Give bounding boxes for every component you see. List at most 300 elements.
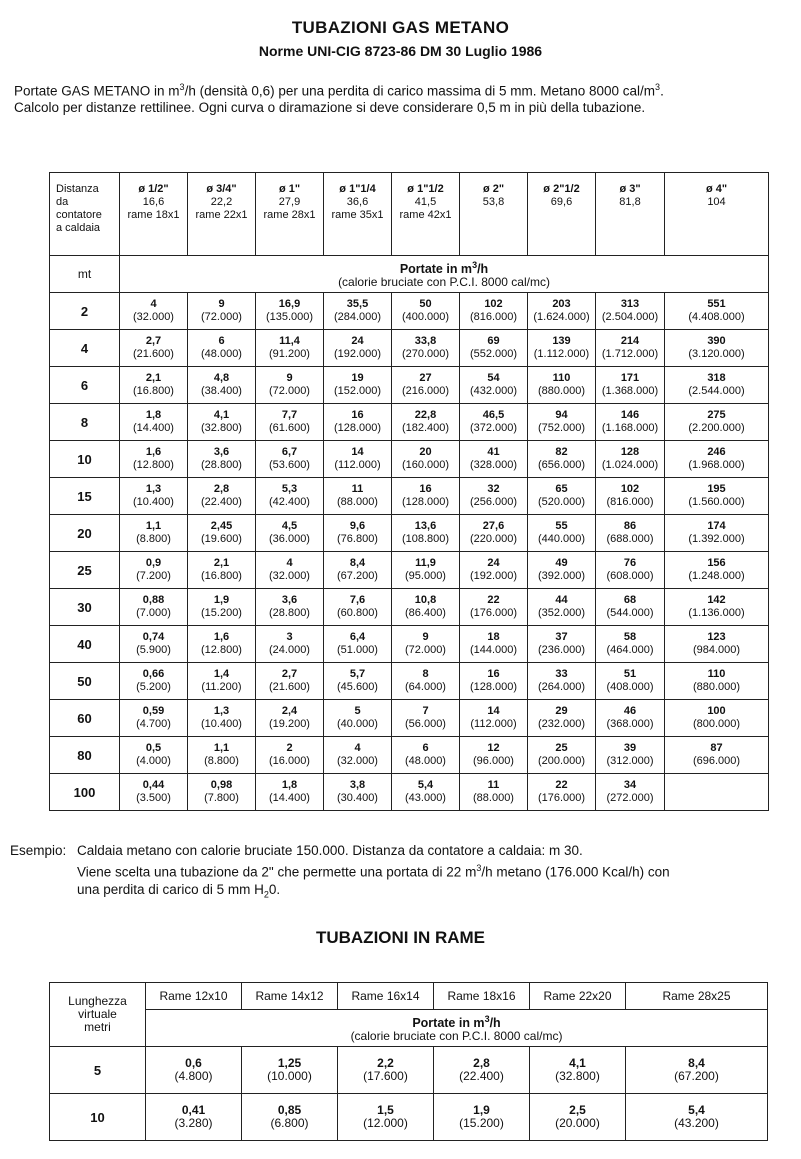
pipe-copper-equivalent: rame 35x1 xyxy=(331,209,384,221)
flow-band-text: /h xyxy=(477,262,489,277)
flow-value: 24 xyxy=(487,557,500,569)
flow-value: 2,8 xyxy=(213,483,230,495)
calorie-value: (4.408.000) xyxy=(688,311,745,323)
flow-value: 171 xyxy=(620,372,640,384)
flow-cell xyxy=(460,515,528,552)
calorie-value: (192.000) xyxy=(333,348,382,360)
calorie-value: (688.000) xyxy=(606,533,654,545)
flow-cell xyxy=(665,478,769,515)
flow-band-text: Portate in m xyxy=(412,1016,485,1031)
example-text: 0. xyxy=(268,882,281,897)
calorie-value: (38.400) xyxy=(201,385,242,397)
flow-cell xyxy=(256,367,324,404)
gas-flow-table xyxy=(49,172,769,811)
flow-value: 0,41 xyxy=(181,1103,206,1117)
example-text: una perdita di carico di 5 mm H xyxy=(77,882,264,897)
flow-cell xyxy=(460,330,528,367)
distance-header xyxy=(50,173,120,256)
length-cell: 10 xyxy=(50,1094,146,1141)
flow-value: 0,44 xyxy=(142,779,165,791)
length-cell: 5 xyxy=(50,1047,146,1094)
flow-cell xyxy=(188,552,256,589)
flow-band-text: /h xyxy=(489,1016,501,1031)
flow-value: 0,98 xyxy=(210,779,233,791)
calorie-value: (352.000) xyxy=(537,607,586,619)
flow-value: 2,4 xyxy=(281,705,298,717)
flow-cell xyxy=(188,478,256,515)
flow-band-sup: 3 xyxy=(472,259,478,270)
flow-cell xyxy=(665,367,769,404)
flow-cell xyxy=(120,552,188,589)
distance-header-line: da xyxy=(56,196,69,208)
calorie-value: (10.000) xyxy=(267,1069,312,1083)
flow-value: 58 xyxy=(623,631,637,643)
flow-cell xyxy=(256,626,324,663)
flow-cell xyxy=(120,737,188,774)
table-row xyxy=(50,515,769,552)
flow-value: 11,9 xyxy=(415,557,436,569)
calorie-value: (72.000) xyxy=(201,311,242,323)
calorie-value: (4.800) xyxy=(174,1069,213,1083)
distance-cell: 80 xyxy=(50,737,120,774)
flow-value: 2,45 xyxy=(210,520,233,532)
pipe-size-header xyxy=(528,173,596,256)
calorie-value: (264.000) xyxy=(537,681,586,693)
flow-value: 0,88 xyxy=(142,594,165,606)
gas-band-row xyxy=(50,256,769,293)
flow-value: 246 xyxy=(707,446,726,458)
flow-value: 33,8 xyxy=(414,335,437,347)
flow-cell xyxy=(596,515,665,552)
calorie-value: (8.800) xyxy=(136,533,171,545)
flow-value: 195 xyxy=(707,483,726,495)
flow-cell xyxy=(392,552,460,589)
flow-value: 390 xyxy=(707,335,726,347)
flow-value: 29 xyxy=(555,705,568,717)
pipe-size: ø 1"1/4 xyxy=(339,183,376,195)
calorie-value: (608.000) xyxy=(606,570,654,582)
copper-size-header: Rame 12x10 xyxy=(146,983,242,1010)
flow-cell xyxy=(392,515,460,552)
flow-cell xyxy=(256,552,324,589)
flow-value: 142 xyxy=(707,594,726,606)
pipe-size: ø 1/2" xyxy=(138,183,169,195)
example-line-1: Caldaia metano con calorie bruciate 150.000. Distanza da contatore a caldaia: m 30. xyxy=(77,843,583,858)
copper-size-header: Rame 16x14 xyxy=(338,983,434,1010)
flow-value: 1,25 xyxy=(277,1056,302,1070)
flow-cell xyxy=(528,515,596,552)
flow-value: 3 xyxy=(286,631,293,643)
calorie-value: (76.800) xyxy=(337,533,378,545)
distance-cell: 25 xyxy=(50,552,120,589)
calorie-value: (3.500) xyxy=(136,792,171,804)
example-line-2 xyxy=(77,863,670,880)
calorie-value: (91.200) xyxy=(269,348,310,360)
flow-cell xyxy=(256,441,324,478)
flow-value: 22 xyxy=(555,779,568,791)
example-text: /h metano (176.000 Kcal/h) con xyxy=(481,864,670,880)
flow-cell xyxy=(596,552,665,589)
calorie-value: (60.800) xyxy=(337,607,378,619)
calorie-value: (61.600) xyxy=(269,422,310,434)
flow-cell xyxy=(242,1094,338,1141)
flow-value: 4 xyxy=(286,557,293,569)
calorie-value: (440.000) xyxy=(537,533,586,545)
flow-value: 1,5 xyxy=(377,1103,394,1117)
calorie-value: (270.000) xyxy=(401,348,450,360)
flow-value: 37 xyxy=(555,631,568,643)
flow-value: 5,7 xyxy=(349,668,366,680)
calorie-value: (48.000) xyxy=(201,348,242,360)
flow-cell xyxy=(120,404,188,441)
flow-value: 318 xyxy=(707,372,726,384)
calorie-value: (8.800) xyxy=(204,755,239,767)
calorie-value: (96.000) xyxy=(473,755,514,767)
calorie-value: (32.800) xyxy=(201,422,242,434)
calorie-value: (1.248.000) xyxy=(688,570,745,582)
flow-value: 139 xyxy=(552,335,571,347)
flow-value: 1,4 xyxy=(213,668,230,680)
flow-cell xyxy=(460,293,528,330)
calorie-value: (696.000) xyxy=(692,755,741,767)
flow-cell xyxy=(392,293,460,330)
calorie-value: (1.136.000) xyxy=(688,607,745,619)
calorie-value: (72.000) xyxy=(405,644,446,656)
flow-cell xyxy=(528,293,596,330)
flow-cell xyxy=(392,737,460,774)
flow-value: 9 xyxy=(286,372,293,384)
flow-value: 16,9 xyxy=(278,298,301,310)
length-header xyxy=(50,983,146,1047)
flow-value: 123 xyxy=(707,631,726,643)
calorie-value: (112.000) xyxy=(470,718,517,730)
flow-value: 14 xyxy=(351,446,364,458)
page-subtitle: Norme UNI-CIG 8723-86 DM 30 Luglio 1986 xyxy=(258,43,543,59)
flow-cell xyxy=(188,700,256,737)
distance-header-line: contatore xyxy=(56,209,102,221)
flow-cell xyxy=(120,700,188,737)
flow-band-header xyxy=(120,256,769,293)
pipe-size: ø 4" xyxy=(705,183,728,195)
pipe-size: ø 3/4" xyxy=(206,183,237,195)
flow-cell xyxy=(120,774,188,811)
flow-value: 11 xyxy=(487,779,500,791)
distance-cell: 60 xyxy=(50,700,120,737)
flow-value: 34 xyxy=(623,779,637,791)
flow-value: 8 xyxy=(422,668,429,680)
calorie-value: (3.120.000) xyxy=(688,348,745,360)
pipe-size-header xyxy=(256,173,324,256)
flow-value: 51 xyxy=(623,668,637,680)
flow-cell xyxy=(256,404,324,441)
calorie-value: (1.024.000) xyxy=(601,459,659,471)
calorie-value: (372.000) xyxy=(469,422,518,434)
flow-value: 16 xyxy=(351,409,364,421)
pipe-copper-equivalent: rame 28x1 xyxy=(263,209,316,221)
calorie-value: (32.000) xyxy=(133,311,174,323)
table-row xyxy=(50,1094,768,1141)
flow-value: 1,8 xyxy=(281,779,298,791)
example-line-3 xyxy=(77,882,280,900)
flow-cell xyxy=(120,478,188,515)
flow-value: 100 xyxy=(707,705,726,717)
flow-cell xyxy=(596,441,665,478)
calorie-value: (5.200) xyxy=(136,681,171,693)
flow-cell xyxy=(120,330,188,367)
flow-value: 2,2 xyxy=(377,1056,394,1070)
flow-cell xyxy=(665,737,769,774)
flow-cell xyxy=(460,552,528,589)
flow-cell xyxy=(460,404,528,441)
flow-cell xyxy=(665,441,769,478)
flow-cell xyxy=(324,774,392,811)
flow-cell xyxy=(596,737,665,774)
flow-value: 5,3 xyxy=(281,483,298,495)
calorie-value: (32.000) xyxy=(269,570,310,582)
calorie-value: (36.000) xyxy=(269,533,310,545)
calorie-value: (48.000) xyxy=(405,755,446,767)
flow-cell xyxy=(392,700,460,737)
distance-cell: 50 xyxy=(50,663,120,700)
calorie-value: (1.112.000) xyxy=(533,348,590,360)
flow-value: 19 xyxy=(351,372,364,384)
flow-value: 203 xyxy=(552,298,571,310)
calorie-value: (19.200) xyxy=(269,718,310,730)
flow-value: 46,5 xyxy=(482,409,505,421)
flow-value: 22 xyxy=(487,594,500,606)
flow-value: 46 xyxy=(623,705,637,717)
flow-value: 5,4 xyxy=(417,779,434,791)
copper-section-title: TUBAZIONI IN RAME xyxy=(315,928,486,947)
flow-value: 20 xyxy=(419,446,432,458)
flow-cell xyxy=(392,441,460,478)
calorie-value: (112.000) xyxy=(334,459,381,471)
flow-cell xyxy=(460,737,528,774)
copper-band-row xyxy=(50,1010,768,1047)
flow-cell xyxy=(392,774,460,811)
table-row xyxy=(50,293,769,330)
table-row xyxy=(50,330,769,367)
flow-cell xyxy=(460,774,528,811)
calorie-value: (40.000) xyxy=(337,718,378,730)
pipe-size: ø 2" xyxy=(482,183,505,195)
flow-cell xyxy=(188,737,256,774)
flow-cell xyxy=(528,774,596,811)
calorie-value: (11.200) xyxy=(201,681,242,693)
flow-value: 39 xyxy=(623,742,637,754)
calorie-value: (272.000) xyxy=(606,792,654,804)
flow-value: 27,6 xyxy=(482,520,505,532)
flow-cell xyxy=(324,330,392,367)
pipe-size-header xyxy=(665,173,769,256)
calorie-value: (15.200) xyxy=(459,1116,504,1130)
flow-cell xyxy=(530,1094,626,1141)
calorie-value: (56.000) xyxy=(405,718,446,730)
flow-value: 6,7 xyxy=(281,446,298,458)
intro-line-1 xyxy=(14,82,664,99)
table-row xyxy=(50,663,769,700)
flow-value: 174 xyxy=(707,520,726,532)
calorie-value: (32.000) xyxy=(337,755,378,767)
flow-cell xyxy=(188,589,256,626)
flow-cell xyxy=(528,441,596,478)
calorie-value: (152.000) xyxy=(333,385,382,397)
calorie-value: (128.000) xyxy=(469,681,518,693)
calorie-value: (1.392.000) xyxy=(688,533,745,545)
calorie-value: (72.000) xyxy=(269,385,310,397)
flow-cell xyxy=(665,404,769,441)
calorie-value: (432.000) xyxy=(469,385,518,397)
flow-cell xyxy=(324,478,392,515)
pipe-size: ø 1"1/2 xyxy=(407,183,444,195)
calorie-value: (144.000) xyxy=(469,644,518,656)
table-row xyxy=(50,367,769,404)
flow-cell xyxy=(256,700,324,737)
calorie-value: (108.800) xyxy=(401,533,450,545)
flow-value: 35,5 xyxy=(346,298,369,310)
flow-value: 6,4 xyxy=(349,631,366,643)
copper-size-header: Rame 22x20 xyxy=(530,983,626,1010)
calorie-value: (51.000) xyxy=(337,644,378,656)
flow-value: 13,6 xyxy=(414,520,437,532)
flow-cell xyxy=(120,367,188,404)
flow-cell xyxy=(146,1094,242,1141)
flow-value: 2,7 xyxy=(281,668,298,680)
flow-value: 1,3 xyxy=(213,705,230,717)
unit-label: mt xyxy=(77,266,92,281)
calorie-value: (64.000) xyxy=(405,681,446,693)
calorie-value: (88.000) xyxy=(473,792,514,804)
flow-value: 2,7 xyxy=(145,335,162,347)
length-header-line: virtuale xyxy=(78,1007,117,1021)
distance-cell: 4 xyxy=(50,330,120,367)
pipe-diameter: 69,6 xyxy=(550,196,573,208)
flow-value: 50 xyxy=(419,298,432,310)
calorie-value: (544.000) xyxy=(606,607,654,619)
flow-cell xyxy=(324,404,392,441)
flow-cell xyxy=(596,330,665,367)
flow-cell xyxy=(528,700,596,737)
calorie-value: (520.000) xyxy=(537,496,586,508)
flow-cell xyxy=(460,367,528,404)
pipe-size: ø 1" xyxy=(278,183,301,195)
flow-cell xyxy=(528,330,596,367)
table-row xyxy=(50,626,769,663)
distance-cell: 8 xyxy=(50,404,120,441)
flow-value: 76 xyxy=(623,557,637,569)
copper-size-header: Rame 14x12 xyxy=(242,983,338,1010)
flow-value: 0,85 xyxy=(277,1103,302,1117)
flow-value: 16 xyxy=(487,668,500,680)
flow-cell xyxy=(120,663,188,700)
calorie-value: (12.000) xyxy=(363,1116,408,1130)
flow-value: 87 xyxy=(710,742,723,754)
flow-cell xyxy=(256,330,324,367)
flow-cell xyxy=(324,589,392,626)
flow-value: 1,3 xyxy=(145,483,162,495)
flow-value: 6 xyxy=(218,335,225,347)
flow-cell xyxy=(434,1047,530,1094)
flow-cell xyxy=(392,367,460,404)
flow-value: 2,1 xyxy=(145,372,162,384)
flow-cell xyxy=(626,1047,768,1094)
flow-cell xyxy=(188,293,256,330)
flow-cell xyxy=(596,700,665,737)
flow-cell xyxy=(665,552,769,589)
flow-cell xyxy=(256,663,324,700)
flow-value: 4,1 xyxy=(569,1056,586,1070)
flow-cell xyxy=(256,589,324,626)
flow-cell xyxy=(188,774,256,811)
calorie-value: (752.000) xyxy=(537,422,586,434)
flow-cell xyxy=(596,626,665,663)
calorie-value: (88.000) xyxy=(337,496,378,508)
copper-size-header: Rame 28x25 xyxy=(626,983,768,1010)
flow-value: 9,6 xyxy=(349,520,366,532)
calorie-value: (16.800) xyxy=(133,385,174,397)
flow-cell xyxy=(188,626,256,663)
flow-value: 2,5 xyxy=(569,1103,586,1117)
flow-band-subtitle: (calorie bruciate con P.C.I. 8000 cal/mc) xyxy=(338,275,550,290)
flow-value: 4 xyxy=(354,742,361,754)
copper-flow-table xyxy=(49,982,768,1141)
table-row xyxy=(50,700,769,737)
calorie-value: (656.000) xyxy=(537,459,586,471)
flow-cell xyxy=(324,293,392,330)
flow-value: 7 xyxy=(422,705,429,717)
flow-cell xyxy=(120,293,188,330)
flow-value: 14 xyxy=(487,705,500,717)
flow-value: 0,74 xyxy=(142,631,165,643)
pipe-diameter: 16,6 xyxy=(142,196,165,208)
example-sub: 2 xyxy=(263,889,269,900)
flow-value: 8,4 xyxy=(688,1056,705,1070)
distance-cell: 6 xyxy=(50,367,120,404)
flow-value: 41 xyxy=(487,446,500,458)
flow-cell xyxy=(596,774,665,811)
flow-cell xyxy=(665,663,769,700)
distance-cell: 40 xyxy=(50,626,120,663)
flow-value: 55 xyxy=(555,520,568,532)
flow-cell xyxy=(188,663,256,700)
flow-cell xyxy=(528,663,596,700)
calorie-value: (16.000) xyxy=(269,755,310,767)
flow-cell xyxy=(665,293,769,330)
calorie-value: (552.000) xyxy=(469,348,518,360)
flow-value: 128 xyxy=(620,446,640,458)
flow-value: 1,6 xyxy=(213,631,230,643)
calorie-value: (53.600) xyxy=(269,459,310,471)
flow-value: 12 xyxy=(487,742,500,754)
calorie-value: (216.000) xyxy=(401,385,450,397)
calorie-value: (10.400) xyxy=(201,718,242,730)
calorie-value: (42.400) xyxy=(269,496,310,508)
flow-band-title xyxy=(120,259,768,276)
flow-value: 0,66 xyxy=(142,668,165,680)
pipe-size-header xyxy=(324,173,392,256)
calorie-value: (10.400) xyxy=(133,496,174,508)
calorie-value: (1.368.000) xyxy=(601,385,659,397)
pipe-copper-equivalent: rame 42x1 xyxy=(399,209,452,221)
table-row xyxy=(50,737,769,774)
flow-value: 102 xyxy=(620,483,640,495)
flow-value: 9 xyxy=(218,298,225,310)
flow-value: 11,4 xyxy=(279,335,300,347)
calorie-value: (256.000) xyxy=(469,496,518,508)
pipe-diameter: 27,9 xyxy=(278,196,301,208)
copper-flow-band-header xyxy=(146,1010,768,1047)
example-label: Esempio: xyxy=(10,843,67,858)
